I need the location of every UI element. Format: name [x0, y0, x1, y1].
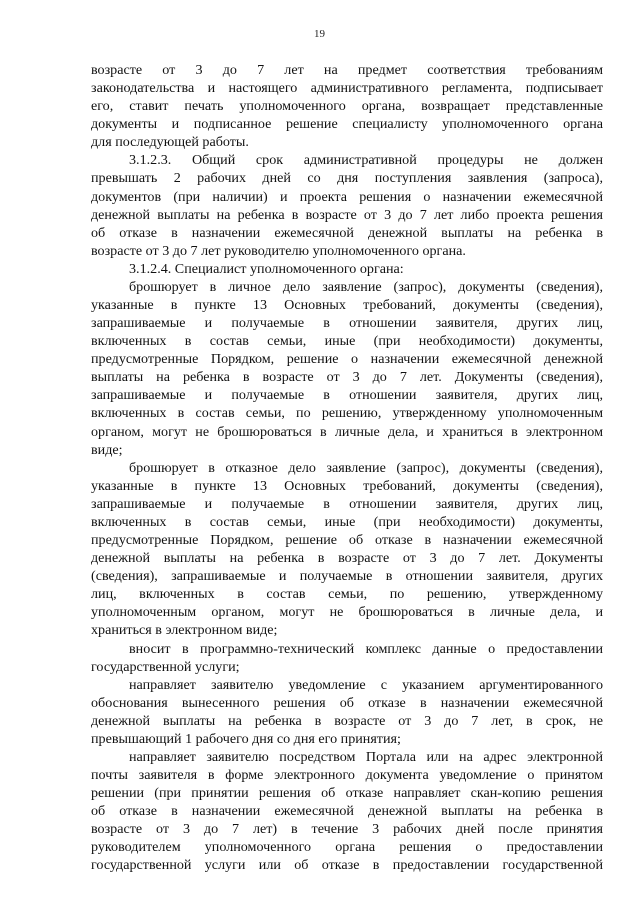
text-line: брошюрует в отказное дело заявление (запрос), документы (сведения),	[129, 459, 603, 476]
text-line: денежной выплаты на ребенка в возрасте от 3 до 7 лет, в срок, не	[91, 712, 603, 729]
text-line: для последующей работы.	[91, 134, 249, 151]
text-line: документов (при наличии) и проекта решения о назначении ежемесячной	[91, 188, 603, 205]
text-line: включенных в состав семьи, по решению, утвержденному уполномоченным	[91, 405, 603, 422]
text-line: запрашиваемые и получаемые в отношении заявителя, других лиц,	[91, 387, 603, 404]
text-line: включенных в состав семьи, иные (при необходимости) документы,	[91, 513, 603, 530]
text-line: уполномоченным органом, могут не брошюроваться в личные дела, и	[91, 604, 603, 621]
text-line: возрасте от 3 до 7 лет) в течение 3 рабочих дней после принятия	[91, 821, 603, 838]
text-line: (сведения), запрашиваемые и получаемые в отношении заявителя, других	[91, 568, 603, 585]
text-line: указанные в пункте 13 Основных требований, документы (сведения),	[91, 297, 603, 314]
text-line: решении (при принятии решения об отказе направляет скан-копию решения	[91, 785, 603, 802]
text-line: органом, могут не брошюроваться в личные дела, и храниться в электронном	[91, 423, 603, 440]
text-line: включенных в состав семьи, иные (при необходимости) документы,	[91, 333, 603, 350]
text-line: государственной услуги или об отказе в предоставлении государственной	[91, 857, 603, 874]
text-line: лиц, включенных в состав семьи, по решению, утвержденному	[91, 586, 603, 603]
text-line: указанные в пункте 13 Основных требований, документы (сведения),	[91, 477, 603, 494]
text-line: виде;	[91, 441, 123, 458]
text-line: законодательства и настоящего административного регламента, подписывает	[91, 80, 603, 97]
text-line: брошюрует в личное дело заявление (запрос), документы (сведения),	[129, 278, 603, 295]
text-line: превышать 2 рабочих дней со дня поступления заявления (запроса),	[91, 170, 603, 187]
text-line: храниться в электронном виде;	[91, 622, 278, 639]
text-line: об отказе в назначении ежемесячной денежной выплаты на ребенка в	[91, 224, 603, 241]
text-line: 3.1.2.3. Общий срок административной процедуры не должен	[129, 152, 603, 169]
text-line: вносит в программно-технический комплекс данные о предоставлении	[129, 640, 603, 657]
text-line: об отказе в назначении ежемесячной денежной выплаты на ребенка в	[91, 803, 603, 820]
text-line: превышающий 1 рабочего дня со дня его принятия;	[91, 730, 401, 747]
text-line: направляет заявителю уведомление с указанием аргументированного	[129, 676, 603, 693]
text-line: документы и подписанное решение специалисту уполномоченного органа	[91, 116, 603, 133]
text-line: почты заявителя в форме электронного документа уведомление о принятом	[91, 767, 603, 784]
text-line: 3.1.2.4. Специалист уполномоченного органа:	[129, 260, 404, 277]
text-line: предусмотренные Порядком, решение о назначении ежемесячной денежной	[91, 351, 603, 368]
text-line: его, ставит печать уполномоченного органа, возвращает представленные	[91, 98, 603, 115]
text-line: возрасте от 3 до 7 лет на предмет соответствия требованиям	[91, 62, 603, 78]
text-line: денежной выплаты на ребенка в возрасте от 3 до 7 лет либо проекта решения	[91, 206, 603, 223]
text-line: государственной услуги;	[91, 658, 240, 675]
text-line: обоснования вынесенного решения об отказе в назначении ежемесячной	[91, 694, 603, 711]
text-line: денежной выплаты на ребенка в возрасте от 3 до 7 лет. Документы	[91, 550, 603, 567]
text-line: выплаты на ребенка в возрасте от 3 до 7 лет. Документы (сведения),	[91, 369, 603, 386]
document-body-text	[91, 61, 603, 875]
text-line: запрашиваемые и получаемые в отношении заявителя, других лиц,	[91, 315, 603, 332]
text-line: возрасте от 3 до 7 лет руководителю уполномоченного органа.	[91, 242, 466, 259]
text-line: направляет заявителю посредством Портала или на адрес электронной	[129, 748, 603, 765]
page-number: 19	[314, 28, 325, 40]
text-line: руководителем уполномоченного органа решения о предоставлении	[91, 839, 603, 856]
text-line: запрашиваемые и получаемые в отношении заявителя, других лиц,	[91, 495, 603, 512]
text-line: предусмотренные Порядком, решение об отказе в назначении ежемесячной	[91, 532, 603, 549]
